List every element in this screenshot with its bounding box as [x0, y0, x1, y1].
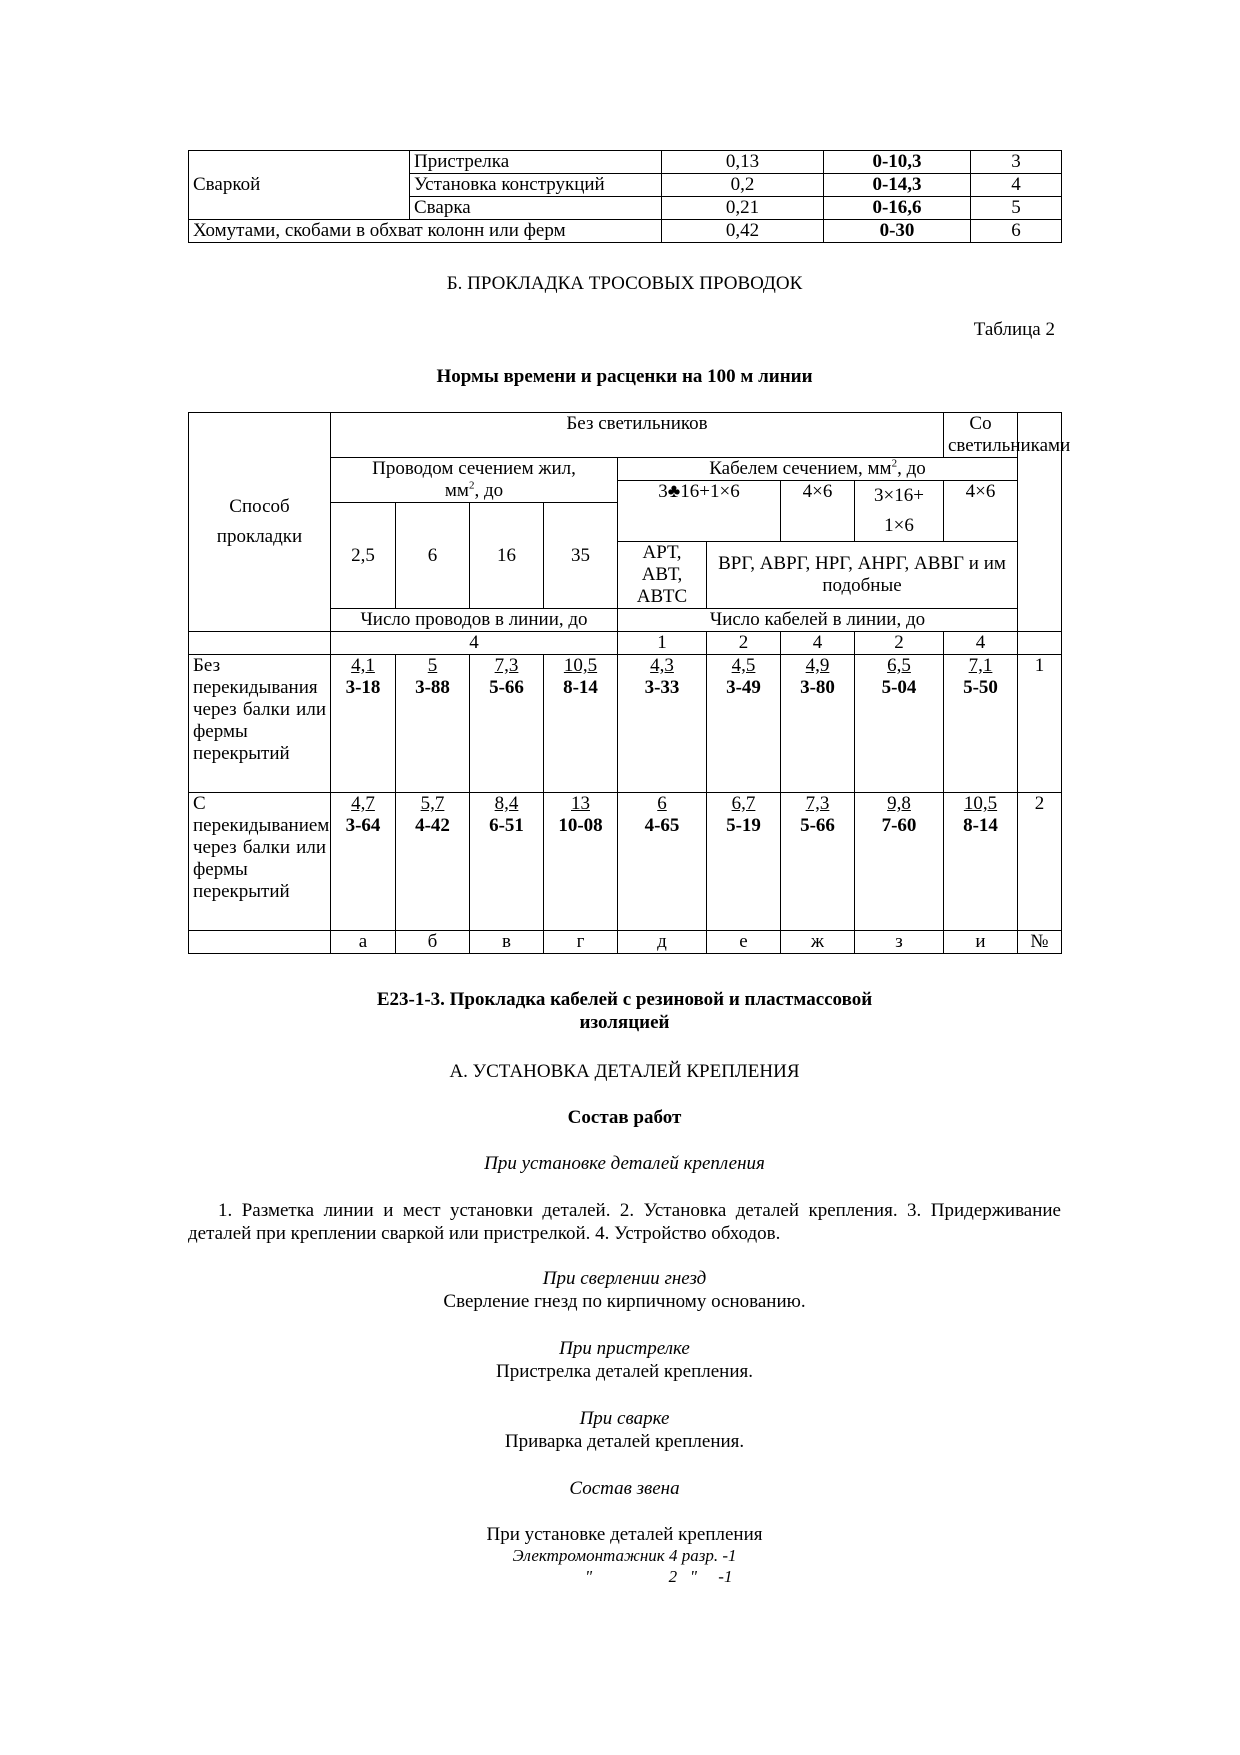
subsection-text: Приварка деталей крепления.	[504, 1431, 745, 1452]
row-number: 5	[971, 197, 1062, 220]
row-number: 3	[971, 151, 1062, 174]
price: 5-19	[726, 815, 761, 836]
price: 4-42	[415, 815, 450, 836]
count-wires: 4	[331, 632, 618, 655]
table-row	[189, 793, 1062, 931]
row-value: 0,2	[662, 174, 824, 197]
e23-title	[188, 988, 1061, 1034]
time-norm: 4,3	[650, 655, 674, 676]
subsection-text: Пристрелка деталей крепления.	[495, 1361, 754, 1382]
subsection-title: При сверлении гнезд	[542, 1268, 707, 1289]
row-price: 0-10,3	[824, 151, 971, 174]
row-price: 0-16,6	[824, 197, 971, 220]
price: 4-65	[644, 815, 680, 836]
time-norm: 7,1	[968, 655, 993, 676]
header-cable-4x6: 4×6	[781, 481, 855, 542]
row-value: 0,42	[662, 220, 824, 243]
time-norm: 6,5	[887, 655, 911, 676]
table-row	[189, 655, 1062, 793]
e23-title-line1: Е23-1-3. Прокладка кабелей с резиновой и пластмассовой	[376, 989, 873, 1010]
time-norm: 9,8	[887, 793, 911, 814]
row-price: 0-14,3	[824, 174, 971, 197]
row-label: С перекидыванием через балки или фермы перекрытий	[189, 793, 331, 931]
header-num-cables: Число кабелей в линии, до	[618, 609, 1018, 632]
header-apt: АРТ, АВТ, АВТС	[618, 542, 707, 609]
crew-subtitle: При установке деталей крепления	[486, 1524, 763, 1545]
table-row	[189, 151, 1062, 174]
header-section-6: 6	[396, 503, 470, 609]
norms-table	[188, 412, 1071, 954]
row-name: Хомутами, скобами в обхват колонн или ферм	[189, 220, 662, 243]
crew-line: Электромонтажник 4 разр. -1	[512, 1546, 737, 1565]
column-letter: ж	[781, 931, 855, 954]
price: 5-66	[800, 815, 835, 836]
section-a-title: А. УСТАНОВКА ДЕТАЛЕЙ КРЕПЛЕНИЯ	[449, 1061, 800, 1082]
subsection-title: При пристрелке	[559, 1338, 690, 1359]
time-norm: 4,9	[805, 655, 830, 676]
count-cables: 2	[707, 632, 781, 655]
price: 3-88	[415, 677, 450, 698]
price: 3-33	[644, 677, 680, 698]
time-norm: 4,5	[731, 655, 756, 676]
row-number: 4	[971, 174, 1062, 197]
header-section-16: 16	[470, 503, 544, 609]
table-row	[189, 931, 1062, 954]
header-cable-4x6-lamps: 4×6	[944, 481, 1018, 542]
header-section-35: 35	[544, 503, 618, 609]
time-norm: 5,7	[420, 793, 445, 814]
price: 3-18	[345, 677, 381, 698]
table-caption: Нормы времени и расценки на 100 м линии	[436, 366, 813, 387]
column-letter: д	[618, 931, 707, 954]
time-norm: 10,5	[963, 793, 998, 814]
row-number: 2	[1018, 793, 1062, 931]
column-letter: е	[707, 931, 781, 954]
row-label: Без перекидывания через балки или фермы перекрытий	[189, 655, 331, 793]
column-letter: г	[544, 931, 618, 954]
work-composition-title: Состав работ	[567, 1107, 682, 1128]
column-letter: а	[331, 931, 396, 954]
subsection-title: При установке деталей крепления	[484, 1153, 765, 1174]
crew-line: " 2 " -1	[585, 1567, 733, 1586]
price: 5-50	[963, 677, 998, 698]
fastening-table	[188, 150, 1062, 243]
work-steps-text: 1. Разметка линии и мест установки деталей. 2. Установка деталей крепления. 3. Придерживание деталей при креплении сваркой или пристрелкой. 4. Устройство обходов.	[188, 1200, 1061, 1244]
price: 3-80	[800, 677, 835, 698]
price: 3-49	[726, 677, 761, 698]
time-norm: 6,7	[731, 793, 756, 814]
group-label: Сваркой	[189, 151, 410, 220]
column-letter: б	[396, 931, 470, 954]
row-number: 6	[971, 220, 1062, 243]
subsection-text: Сверление гнезд по кирпичному основанию.	[443, 1291, 806, 1312]
e23-title-line2: изоляцией	[579, 1012, 670, 1033]
count-cables: 4	[944, 632, 1018, 655]
header-num-wires: Число проводов в линии, до	[331, 609, 618, 632]
row-name: Пристрелка	[410, 151, 662, 174]
header-section-2-5: 2,5	[331, 503, 396, 609]
header-vrg: ВРГ, АВРГ, НРГ, АНРГ, АВВГ и им подобные	[707, 542, 1018, 609]
column-letter: в	[470, 931, 544, 954]
column-letter: и	[944, 931, 1018, 954]
count-cables: 4	[781, 632, 855, 655]
price: 3-64	[345, 815, 381, 836]
time-norm: 4,7	[351, 793, 375, 814]
row-number: 1	[1018, 655, 1062, 793]
price: 8-14	[963, 815, 998, 836]
column-letter: з	[855, 931, 944, 954]
header-cable-3x16: 3♣16+1×6	[618, 481, 781, 542]
count-cables: 1	[618, 632, 707, 655]
time-norm: 13	[571, 793, 590, 814]
header-cable-3x16-lamps: 3×16+ 1×6	[855, 481, 944, 542]
price: 10-08	[558, 815, 603, 836]
row-value: 0,21	[662, 197, 824, 220]
table-label: Таблица 2	[973, 319, 1055, 340]
subsection-title: При сварке	[579, 1408, 670, 1429]
price: 5-66	[489, 677, 524, 698]
time-norm: 6	[657, 793, 667, 814]
price: 5-04	[881, 677, 917, 698]
time-norm: 10,5	[563, 655, 598, 676]
header-wire: Проводом сечением жил, $мм^2$, до	[331, 458, 618, 503]
price: 7-60	[881, 815, 917, 836]
price: 8-14	[563, 677, 598, 698]
table-row	[189, 220, 1062, 243]
row-name: Установка конструкций	[410, 174, 662, 197]
price: 6-51	[489, 815, 524, 836]
row-name: Сварка	[410, 197, 662, 220]
time-norm: 7,3	[494, 655, 519, 676]
row-value: 0,13	[662, 151, 824, 174]
method-header: Способ прокладки	[189, 413, 331, 632]
row-price: 0-30	[824, 220, 971, 243]
time-norm: 5	[427, 655, 438, 676]
number-sign: №	[1018, 931, 1062, 954]
time-norm: 7,3	[805, 793, 830, 814]
crew-title: Состав звена	[569, 1478, 680, 1499]
header-with-lamps: Со светильниками	[944, 413, 1018, 458]
count-cables: 2	[855, 632, 944, 655]
header-cable: Кабелем сечением, $мм^2$, до	[618, 458, 1018, 481]
header-without-lamps: Без светильников	[331, 413, 944, 458]
time-norm: 8,4	[494, 793, 519, 814]
section-b-title: Б. ПРОКЛАДКА ТРОСОВЫХ ПРОВОДОК	[446, 273, 803, 294]
time-norm: 4,1	[351, 655, 375, 676]
